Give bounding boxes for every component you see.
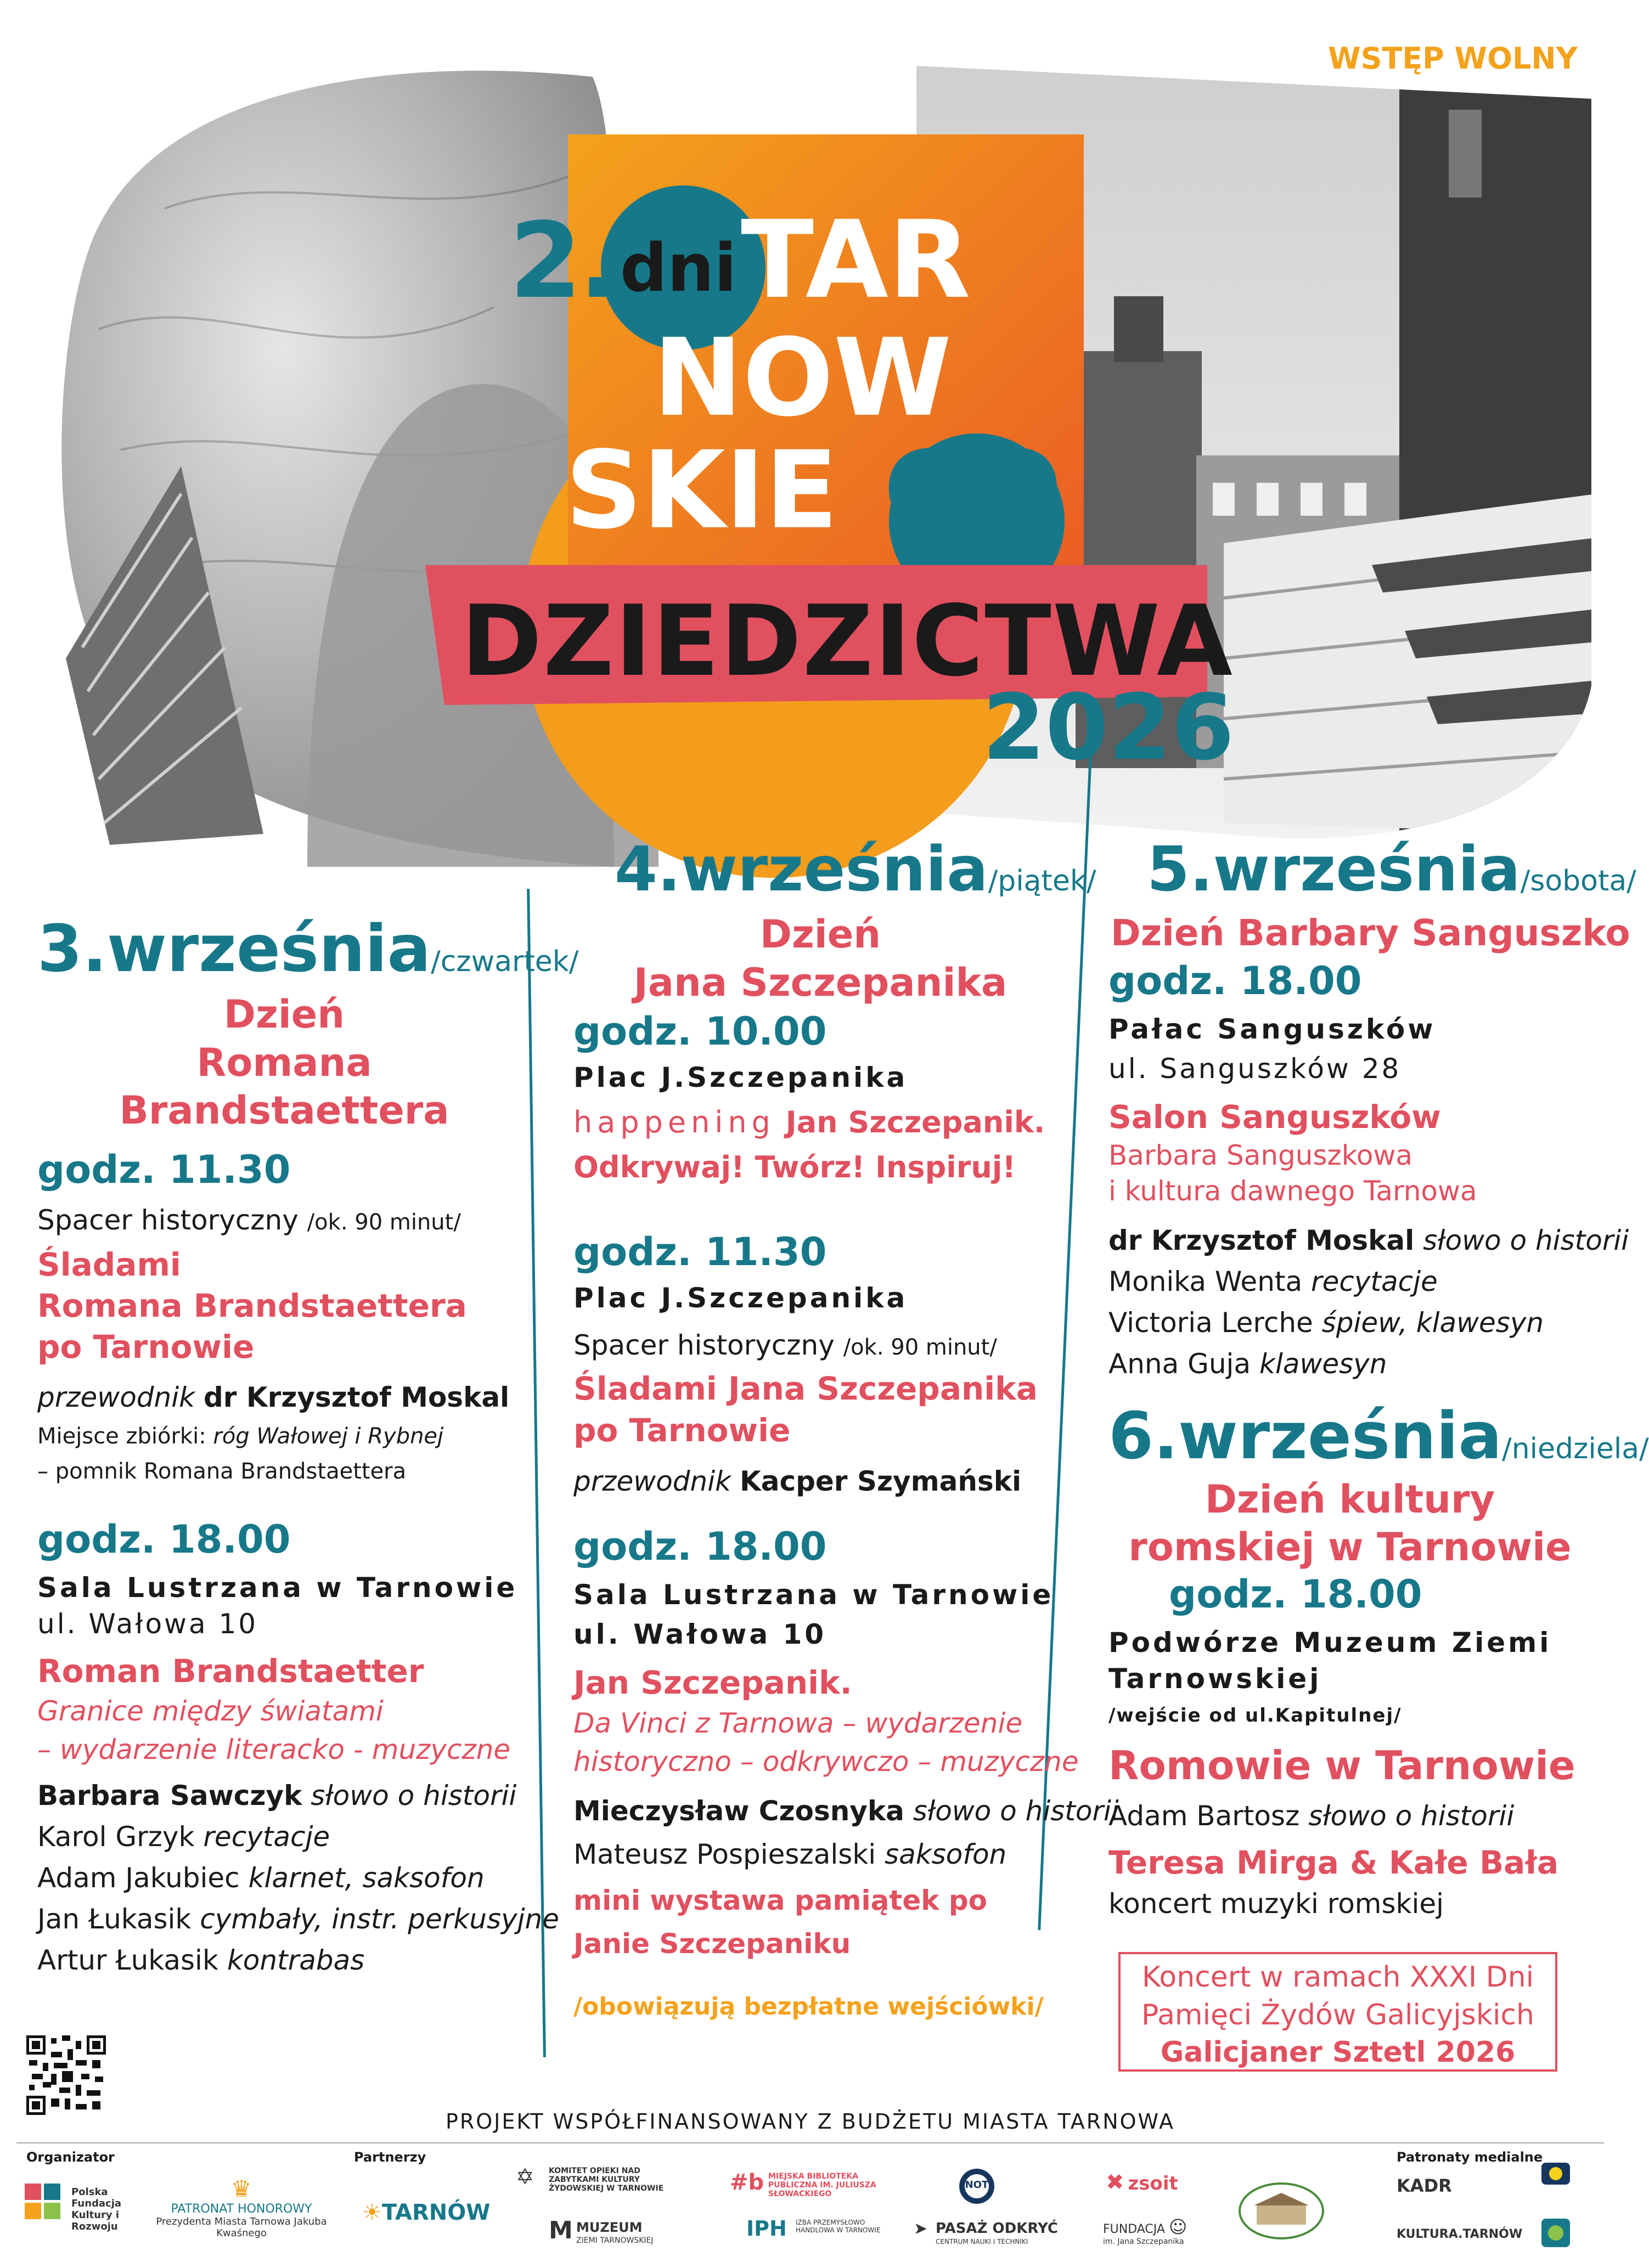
day-1-time-1: godz. 11.30	[37, 1147, 291, 1192]
partners-label: Partnerzy	[354, 2149, 426, 2165]
muzeum-logo: M MUZEUM ZIEMI TARNOWSKIEJ	[549, 2216, 654, 2245]
school-building-logo	[1237, 2181, 1325, 2244]
day-2-exhibition-2: Janie Szczepaniku	[573, 1927, 851, 1960]
day-4-event-title: Romowie w Tarnowie	[1108, 1742, 1575, 1789]
day-1-event-sub-2: – wydarzenie literacko - muzyczne	[37, 1734, 511, 1766]
person: Anna Guja klawesyn	[1108, 1347, 1387, 1380]
person: Mieczysław Czosnyka słowo o historii	[573, 1795, 1119, 1827]
person: Karol Grzyk recytacje	[37, 1821, 330, 1853]
day-3-event-sub-1: Barbara Sanguszkowa	[1108, 1139, 1413, 1171]
day-2-place-1: Plac J.Szczepanika	[573, 1062, 908, 1093]
qr-code[interactable]	[26, 2035, 106, 2115]
day-4-entry: /wejście od ul.Kapitulnej/	[1108, 1704, 1402, 1727]
title-skie: SKIE	[565, 428, 838, 552]
fundacja-logo: FUNDACJA ☺ im. Jana Szczepanika	[1103, 2216, 1187, 2246]
museum-m-icon: M	[549, 2216, 573, 2244]
day-3-title: Dzień Barbary Sanguszko	[1111, 912, 1630, 954]
day-3-event-title: Salon Sanguszków	[1108, 1098, 1441, 1136]
camera-icon	[1539, 2156, 1572, 2189]
kultura-tarnow-logo: KULTURA.TARNÓW	[1397, 2227, 1523, 2241]
person: dr Krzysztof Moskal słowo o historii	[1108, 1224, 1629, 1256]
title-dni: dni	[620, 230, 737, 307]
day-4-place-1: Podwórze Muzeum Ziemi	[1108, 1626, 1552, 1658]
pfk-logo: Polska Fundacja Kultury i Rozwoju	[22, 2181, 132, 2228]
day-1-time-2: godz. 18.00	[37, 1516, 291, 1562]
day-1-event-sub-1: Granice między światami	[37, 1695, 384, 1728]
day-1-place: Sala Lustrzana w Tarnowie	[37, 1571, 518, 1604]
komitet-logo: ✡ KOMITET OPIEKI NAD ZABYTKAMI KULTURY ŻYDOWSKIEJ W TARNOWIE	[516, 2164, 664, 2193]
day-2-date: 4.września/piątek/	[615, 834, 1096, 905]
day-3-time: godz. 18.00	[1108, 958, 1362, 1003]
day-2-event-title: Jan Szczepanik.	[573, 1664, 852, 1702]
day-2-column	[573, 834, 1119, 2021]
library-b-icon: #b	[730, 2170, 764, 2195]
mbp-logo: #b MIEJSKA BIBLIOTEKA PUBLICZNA IM. JULIUSZA SŁOWACKIEGO	[730, 2170, 876, 2198]
day-1-date: 3.września/czwartek/	[37, 911, 579, 986]
festival-line-2: Pamięci Żydów Galicyjskich	[1141, 1998, 1534, 2032]
building-icon	[1237, 2181, 1325, 2241]
pasaz-logo: ➤ PASAŻ ODKRYĆ CENTRUM NAUKI I TECHNIKI	[914, 2219, 1058, 2246]
festival-line-1: Koncert w ramach XXXI Dni	[1141, 1961, 1534, 1994]
person: Barbara Sawczyk słowo o historii	[37, 1780, 517, 1812]
day-2-place-2: Plac J.Szczepanika	[573, 1282, 908, 1314]
title-year: 2026	[982, 675, 1235, 780]
day-3-addr: ul. Sanguszków 28	[1108, 1052, 1402, 1085]
day-3-column	[1108, 834, 1649, 1925]
sun-icon: ☀	[362, 2200, 382, 2225]
day-4-title: Dzień kultury romskiej w Tarnowie	[1128, 1476, 1572, 1570]
radio-logo	[1539, 2156, 1572, 2192]
not-logo: NOT	[958, 2167, 996, 2209]
day-1-meet: Miejsce zbiórki: róg Wałowej i Rybnej	[37, 1423, 444, 1449]
person: Victoria Lerche śpiew, klawesyn	[1108, 1306, 1544, 1339]
tarnow-logo: ☀TARNÓW	[362, 2200, 491, 2225]
day-1-meet-2: – pomnik Romana Brandstaettera	[37, 1458, 407, 1484]
zsoit-logo: ✖ zsoit	[1106, 2170, 1178, 2195]
zsoit-mark-icon: ✖	[1106, 2170, 1124, 2195]
day-2-exhibition-1: mini wystawa pamiątek po	[573, 1884, 988, 1916]
title-number: 2.	[509, 200, 615, 321]
izba-logo: IPH IZBA PRZEMYSŁOWO HANDLOWA W TARNOWIE	[746, 2216, 881, 2241]
day-4-date: 6.września/niedziela/	[1108, 1397, 1649, 1474]
media-label: Patronaty medialne	[1397, 2149, 1543, 2165]
title-dziedzictwa: DZIEDZICTWA	[461, 584, 1234, 698]
day-2-place-3: Sala Lustrzana w Tarnowie	[573, 1579, 1054, 1611]
festival-line-3: Galicjaner Sztetl 2026	[1160, 2036, 1516, 2069]
day-2-time-1: godz. 10.00	[573, 1009, 827, 1054]
organizer-label: Organizator	[26, 2149, 115, 2165]
footer-rule	[16, 2142, 1604, 2143]
day-2-addr: ul. Wałowa 10	[573, 1618, 827, 1651]
person: Monika Wenta recytacje	[1108, 1265, 1438, 1297]
day-1-addr: ul. Wałowa 10	[37, 1607, 258, 1640]
title-tar: TAR	[741, 198, 971, 322]
day-1-guide: przewodnik dr Krzysztof Moskal	[37, 1381, 510, 1413]
person: Jan Łukasik cymbały, instr. perkusyjne	[37, 1903, 559, 1936]
entry-free: WSTĘP WOLNY	[1328, 41, 1578, 76]
day-2-time-2: godz. 11.30	[573, 1229, 827, 1275]
day-2-happening-2: Odkrywaj! Twórz! Inspiruj!	[573, 1150, 1016, 1185]
day-1-people	[37, 1775, 559, 1981]
day-3-event-sub-2: i kultura dawnego Tarnowa	[1108, 1175, 1477, 1207]
day-2-guide: przewodnik Kacper Szymański	[573, 1465, 1022, 1498]
portrait-icon: ☺	[1168, 2216, 1187, 2237]
title-go: GO	[883, 428, 1062, 552]
day-4-concert: koncert muzyki romskiej	[1108, 1888, 1444, 1920]
funding-note: PROJEKT WSPÓŁFINANSOWANY Z BUDŻETU MIASTA TARNOWA	[445, 2109, 1175, 2134]
rdn-logo	[1539, 2216, 1572, 2253]
day-4-place-2: Tarnowskiej	[1108, 1662, 1322, 1695]
day-2-title: Dzień Jana Szczepanika	[633, 912, 1008, 1005]
day-1-event-title: Roman Brandstaetter	[37, 1652, 424, 1690]
person: Adam Jakubiec klarnet, saksofon	[37, 1862, 485, 1894]
day-2-walk-title: Śladami Jana Szczepanika po Tarnowie	[573, 1370, 1038, 1449]
honorary-patronage-logo: ♛ PATRONAT HONOROWY Prezydenta Miasta Tarnowa Jakuba Kwaśnego	[154, 2175, 329, 2239]
piano-keys-shape	[1224, 494, 1597, 834]
day-2-tickets: /obowiązują bezpłatne wejściówki/	[573, 1992, 1044, 2021]
day-3-place: Pałac Sanguszków	[1108, 1013, 1436, 1045]
person: Mateusz Pospieszalski saksofon	[573, 1838, 1007, 1870]
day-3-date: 5.września/sobota/	[1147, 834, 1636, 905]
festival-box	[1118, 1952, 1557, 2072]
person: Artur Łukasik kontrabas	[37, 1944, 365, 1977]
person: Adam Bartosz słowo o historii	[1108, 1799, 1515, 1832]
day-2-walk: Spacer historyczny /ok. 90 minut/	[573, 1329, 997, 1362]
day-1-walk-title: Śladami Romana Brandstaettera po Tarnowie	[37, 1245, 467, 1366]
day-1-title: Dzień Romana Brandstaettera	[119, 992, 449, 1133]
day-4-band: Teresa Mirga & Kałe Bała	[1108, 1843, 1558, 1881]
star-of-david-icon: ✡	[516, 2164, 534, 2190]
day-1-walk: Spacer historyczny /ok. 90 minut/	[37, 1204, 461, 1236]
arrow-icon: ➤	[914, 2219, 928, 2238]
rdn-icon	[1539, 2216, 1572, 2249]
title-now: NOW	[653, 315, 952, 440]
day-1-column	[37, 911, 579, 1981]
crown-icon: ♛	[231, 2175, 252, 2202]
day-4-time: godz. 18.00	[1169, 1571, 1422, 1617]
day-2-happening: happening Jan Szczepanik.	[573, 1105, 1045, 1139]
day-2-time-3: godz. 18.00	[573, 1524, 827, 1570]
pfk-logo-icon	[22, 2181, 66, 2225]
day-3-people	[1108, 1220, 1629, 1385]
day-2-event-sub-1: Da Vinci z Tarnowa – wydarzenie	[573, 1707, 1023, 1739]
day-2-event-sub-2: historyczno – odkrywczo – muzyczne	[573, 1745, 1079, 1778]
kadr-logo: KADR	[1397, 2175, 1452, 2196]
iph-icon: IPH	[746, 2216, 787, 2241]
